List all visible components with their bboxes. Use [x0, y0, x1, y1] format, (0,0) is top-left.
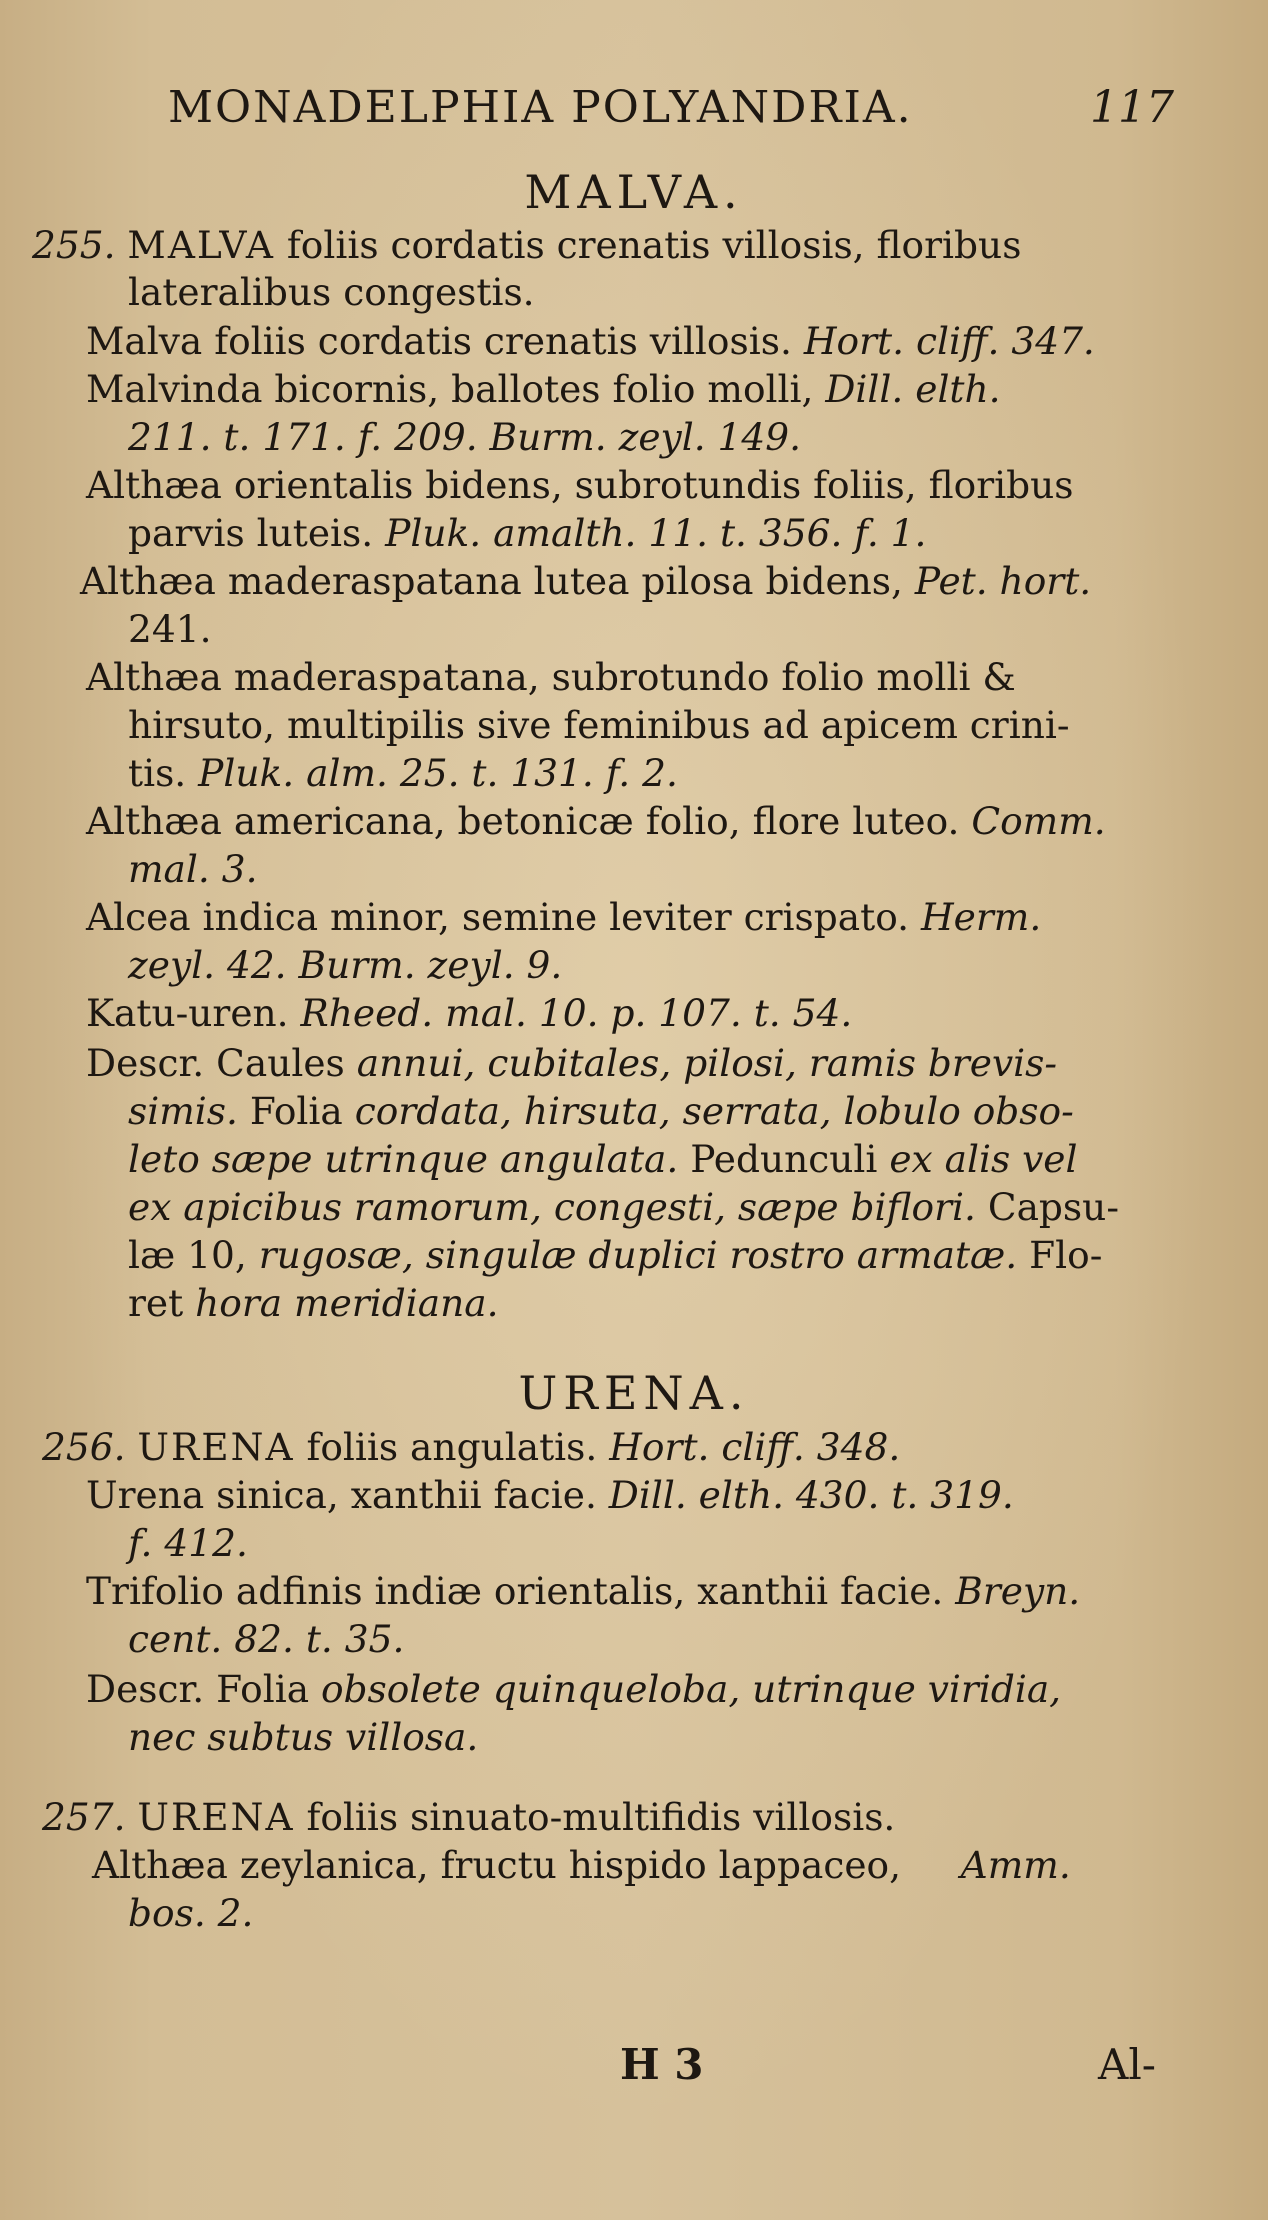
synonym-text: tis. [128, 751, 187, 795]
synonym-reference-cont [128, 414, 801, 460]
entry-number: 256. [42, 1425, 126, 1469]
description-line [86, 1040, 1057, 1086]
synonym-reference: Hort. cliff. 347. [803, 319, 1095, 363]
synonym-reference: cent. 82. t. 35. [128, 1617, 405, 1661]
genus-heading-urena: URENA. [518, 1366, 750, 1420]
description-text: læ 10, [128, 1233, 247, 1277]
entry-255-line-2: lateralibus congestis. [128, 270, 535, 314]
synonym-text: Katu-uren. [86, 991, 289, 1035]
entry-genus: URENA [137, 1795, 295, 1839]
synonym-reference: bos. 2. [128, 1891, 254, 1935]
synonym-line: Althæa maderaspatana, subrotundo folio molli & [86, 655, 1016, 699]
synonym-text: Urena sinica, xanthii facie. [86, 1473, 597, 1517]
description-line [128, 1714, 478, 1760]
description-line [128, 1088, 1074, 1134]
description-italic: rugosæ, singulæ duplici rostro armatæ. [258, 1233, 1018, 1277]
running-header [0, 82, 1268, 142]
description-text: Pedunculi [690, 1137, 878, 1181]
synonym-text: parvis luteis. [128, 511, 374, 555]
synonym-reference: Rheed. mal. 10. p. 107. t. 54. [300, 991, 853, 1035]
page-number: 117 [1090, 82, 1174, 133]
description-italic: ex apicibus ramorum, congesti, sæpe biflori. [128, 1185, 976, 1229]
genus-heading-malva: MALVA. [524, 165, 744, 219]
synonym-reference: zeyl. 42. Burm. zeyl. 9. [128, 943, 563, 987]
synonym-line: Althæa orientalis bidens, subrotundis foliis, floribus [86, 463, 1074, 507]
synonym-line-cont: hirsuto, multipilis sive feminibus ad apicem crini- [128, 703, 1070, 747]
synonym-reference: Herm. [920, 895, 1042, 939]
synonym-text: Malvinda bicornis, ballotes folio molli, [86, 367, 814, 411]
synonym-reference: Comm. [971, 799, 1106, 843]
synonym-reference-cont: 241. [128, 607, 212, 651]
synonym-reference: f. 412. [128, 1521, 248, 1565]
description-text: Flo- [1029, 1233, 1103, 1277]
entry-diagnosis: foliis cordatis crenatis villosis, floribus [286, 223, 1022, 267]
entry-genus: URENA [137, 1425, 295, 1469]
entry-256-line-1 [42, 1424, 900, 1470]
description-label: Descr. [86, 1667, 205, 1711]
synonym-line-cont [128, 510, 926, 556]
synonym-reference-cont [128, 1890, 253, 1936]
synonym-text: Althæa maderaspatana lutea pilosa bidens, [80, 559, 903, 603]
description-italic: ex alis vel [889, 1137, 1078, 1181]
description-label: Descr. [86, 1041, 205, 1085]
synonym-reference: Dill. elth. [825, 367, 1001, 411]
description-line [128, 1184, 1119, 1230]
synonym-text: Althæa americana, betonicæ folio, flore luteo. [86, 799, 960, 843]
running-title: MONADELPHIA POLYANDRIA. [168, 82, 913, 133]
entry-number: 257. [42, 1795, 126, 1839]
entry-genus: MALVA [127, 223, 275, 267]
synonym-text: Alcea indica minor, semine leviter crispato. [86, 895, 910, 939]
synonym-reference-cont [128, 942, 562, 988]
synonym-reference: Pluk. alm. 25. t. 131. f. 2. [198, 751, 678, 795]
synonym-reference: Breyn. [955, 1569, 1081, 1613]
synonym-reference: Dill. elth. 430. t. 319. [608, 1473, 1014, 1517]
description-italic: simis. [128, 1089, 238, 1133]
synonym-line [86, 894, 1041, 940]
synonym-reference-cont [128, 846, 258, 892]
description-line [128, 1232, 1102, 1278]
synonym-line-cont [128, 750, 678, 796]
synonym-reference: mal. 3. [128, 847, 258, 891]
description-italic: nec subtus villosa. [128, 1715, 479, 1759]
catchword: Al- [1098, 2040, 1156, 2089]
entry-number: 255. [32, 223, 116, 267]
description-italic: annui, cubitales, pilosi, ramis brevis- [356, 1041, 1058, 1085]
description-line [128, 1136, 1078, 1182]
description-line [128, 1280, 499, 1326]
synonym-line [86, 366, 1001, 412]
description-text: Folia [249, 1089, 343, 1133]
synonym-line [86, 1472, 1014, 1518]
synonym-line [86, 990, 852, 1036]
synonym-line [86, 318, 1095, 364]
description-text: Caules [216, 1041, 345, 1085]
synonym-reference-cont [128, 1616, 404, 1662]
synonym-text: Malva foliis cordatis crenatis villosis. [86, 319, 792, 363]
synonym-text: Trifolio adfinis indiæ orientalis, xanthii facie. [86, 1569, 944, 1613]
synonym-text: Althæa zeylanica, fructu hispido lappaceo, [92, 1843, 902, 1887]
synonym-line [86, 798, 1106, 844]
synonym-line [92, 1842, 1071, 1888]
signature-mark: H 3 [620, 2040, 704, 2089]
entry-257-line-1 [42, 1794, 895, 1840]
synonym-reference-cont [128, 1520, 248, 1566]
description-text: Folia [216, 1667, 310, 1711]
description-italic: hora meridiana. [195, 1281, 499, 1325]
description-line [86, 1666, 1061, 1712]
description-text: Capsu- [987, 1185, 1119, 1229]
description-text: ret [128, 1281, 184, 1325]
synonym-reference: Pet. hort. [914, 559, 1092, 603]
synonym-line [86, 1568, 1080, 1614]
synonym-line [80, 558, 1091, 604]
description-italic: obsolete quinqueloba, utrinque viridia, [320, 1667, 1062, 1711]
entry-255-line-1 [32, 222, 1021, 268]
synonym-reference: 211. t. 171. f. 209. Burm. zeyl. 149. [128, 415, 802, 459]
entry-diagnosis: foliis sinuato-multifidis villosis. [306, 1795, 896, 1839]
synonym-reference: Hort. cliff. 348. [609, 1425, 901, 1469]
synonym-reference: Pluk. amalth. 11. t. 356. f. 1. [385, 511, 927, 555]
synonym-reference: Amm. [960, 1843, 1071, 1887]
description-italic: leto sæpe utrinque angulata. [128, 1137, 679, 1181]
description-italic: cordata, hirsuta, serrata, lobulo obso- [354, 1089, 1074, 1133]
page-footer [0, 2040, 1268, 2100]
entry-diagnosis: foliis angulatis. [306, 1425, 598, 1469]
